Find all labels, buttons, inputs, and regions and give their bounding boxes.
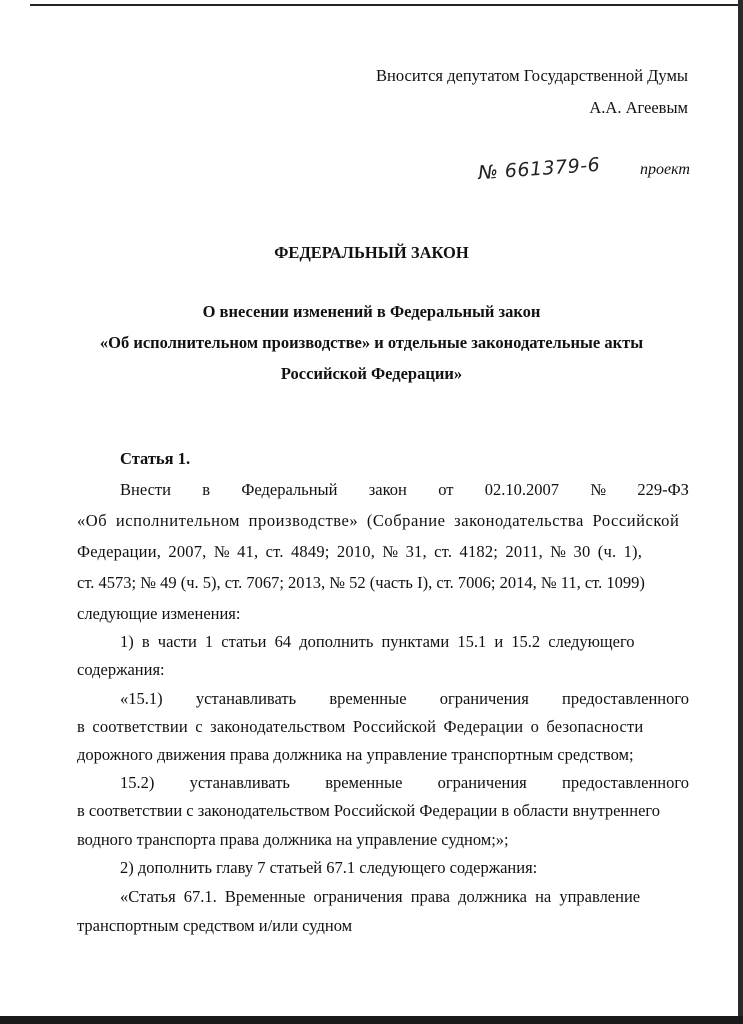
introducer-name: А.А. Агеевым	[589, 98, 688, 117]
word: устанавливать	[189, 773, 290, 792]
paragraph-3-line-1	[120, 689, 689, 709]
word: от	[438, 480, 454, 499]
word: временные	[325, 773, 403, 792]
word: Федеральный	[241, 480, 338, 499]
word: устанавливать	[195, 689, 297, 708]
paragraph-4-line-1	[120, 773, 689, 793]
article-1-heading: Статья 1.	[120, 449, 191, 468]
word: временные	[329, 689, 407, 708]
paragraph-1-line-2: «Об исполнительном производстве» (Собрание законодательства Российской	[77, 511, 680, 530]
paragraph-2-line-2: содержания:	[77, 660, 165, 679]
word: «15.1)	[120, 689, 163, 708]
word: 15.2)	[120, 773, 155, 792]
scan-border-right	[738, 0, 743, 1024]
scan-border-bottom	[0, 1016, 743, 1024]
word: 229-ФЗ	[637, 480, 689, 499]
document-type-title: ФЕДЕРАЛЬНЫЙ ЗАКОН	[274, 243, 469, 262]
word: Внести	[120, 480, 171, 499]
paragraph-3-line-2: в соответствии с законодательством Российской Федерации о безопасности	[77, 717, 644, 736]
paragraph-3-line-3: дорожного движения права должника на управление транспортным средством;	[77, 745, 634, 764]
law-title-line-1: О внесении изменений в Федеральный закон	[202, 302, 541, 321]
paragraph-5-line-1: 2) дополнить главу 7 статьей 67.1 следующего содержания:	[120, 858, 538, 877]
paragraph-6-line-2: транспортным средством и/или судном	[77, 916, 353, 935]
paragraph-1-line-3: Федерации, 2007, № 41, ст. 4849; 2010, № 31, ст. 4182; 2011, № 30 (ч. 1),	[77, 542, 643, 561]
paragraph-4-line-2: в соответствии с законодательством Российской Федерации в области внутреннего	[77, 801, 661, 820]
word: предоставленного	[562, 689, 689, 708]
paragraph-4-line-3: водного транспорта права должника на управление судном;»;	[77, 830, 509, 849]
introduced-by-line: Вносится депутатом Государственной Думы	[376, 66, 688, 85]
law-title-line-3: Российской Федерации»	[280, 364, 463, 383]
paragraph-2-line-1: 1) в части 1 статьи 64 дополнить пунктами 15.1 и 15.2 следующего	[120, 632, 635, 651]
paragraph-6-line-1: «Статья 67.1. Временные ограничения права должника на управление	[120, 887, 641, 906]
scan-border-top	[30, 4, 743, 6]
word: в	[202, 480, 211, 499]
paragraph-1-line-1	[120, 480, 689, 500]
word: предоставленного	[562, 773, 689, 792]
word: №	[590, 480, 607, 499]
word: 02.10.2007	[484, 480, 559, 499]
paragraph-1-line-5: следующие изменения:	[77, 604, 241, 623]
registration-number-handwritten: № 661379-6	[477, 153, 601, 185]
word: закон	[368, 480, 407, 499]
project-label: проект	[640, 161, 690, 178]
word: ограничения	[437, 773, 527, 792]
paragraph-1-line-4: ст. 4573; № 49 (ч. 5), ст. 7067; 2013, № 52 (часть I), ст. 7006; 2014, № 11, ст. 1099)	[77, 573, 645, 592]
word: ограничения	[439, 689, 529, 708]
law-title-line-2: «Об исполнительном производстве» и отдельные законодательные акты	[99, 333, 644, 352]
